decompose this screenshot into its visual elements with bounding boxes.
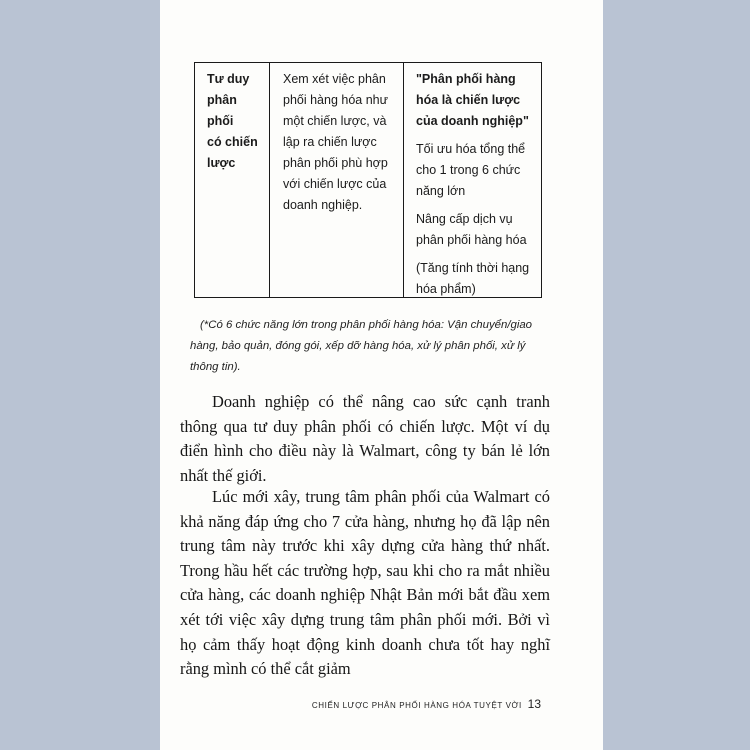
table-cell-description	[270, 63, 404, 297]
footer-title: CHIẾN LƯỢC PHÂN PHỐI HÀNG HÓA TUYỆT VỜI	[311, 701, 522, 710]
table-cell-examples	[404, 63, 541, 297]
cell-line: với chiến lược của	[283, 177, 387, 191]
table-footnote: (*Có 6 chức năng lớn trong phân phối hàng hóa: Vận chuyển/giao hàng, bảo quản, đóng gói, xếp dỡ hàng hóa, xử lý phân phối, xử lý thông tin).	[190, 319, 533, 373]
page-number: 13	[527, 697, 541, 711]
running-footer	[312, 697, 541, 711]
cell-line: phân phối	[207, 93, 237, 128]
cell-line: Tư duy	[207, 72, 250, 86]
cell-line: một chiến lược, và	[283, 114, 387, 128]
cell-line: doanh nghiệp.	[283, 198, 363, 212]
cell-heading: "Phân phối hàng hóa là chiến lược của doanh nghiệp"	[416, 72, 529, 128]
cell-line: Xem xét việc phân	[283, 72, 386, 86]
paragraph: Lúc mới xây, trung tâm phân phối của Walmart có khả năng đáp ứng cho 7 cửa hàng, nhưng họ đã lập nên trung tâm này trước khi xây dựng cửa hàng thứ nhất. Trong hầu hết các trường hợp, sau khi cho ra mắt nhiều cửa hàng, các doanh nghiệp Nhật Bản mới bắt đầu xem xét tới việc xây dựng trung tâm phân phối mới. Bởi vì họ cảm thấy hoạt động kinh doanh chưa tốt hay nghĩ rằng mình có thể cắt giảm	[180, 487, 550, 679]
cell-item: (Tăng tính thời hạng hóa phẩm)	[416, 261, 530, 296]
strategy-table	[194, 62, 542, 298]
paragraph: Doanh nghiệp có thể nâng cao sức cạnh tranh thông qua tư duy phân phối có chiến lược. Một ví dụ điển hình cho điều này là Walmart, công ty bán lẻ lớn nhất thế giới.	[180, 392, 550, 485]
book-page	[160, 0, 603, 750]
cell-line: có chiến	[207, 135, 258, 149]
cell-line: phân phối phù hợp	[283, 156, 388, 170]
table-cell-concept	[195, 63, 270, 297]
cell-line: phối hàng hóa như	[283, 93, 388, 107]
cell-line: lập ra chiến lược	[283, 135, 377, 149]
cell-line: lược	[207, 156, 236, 170]
cell-item: Nâng cấp dịch vụ phân phối hàng hóa	[416, 212, 527, 247]
cell-item: Tối ưu hóa tổng thể cho 1 trong 6 chức năng lớn	[416, 142, 526, 198]
